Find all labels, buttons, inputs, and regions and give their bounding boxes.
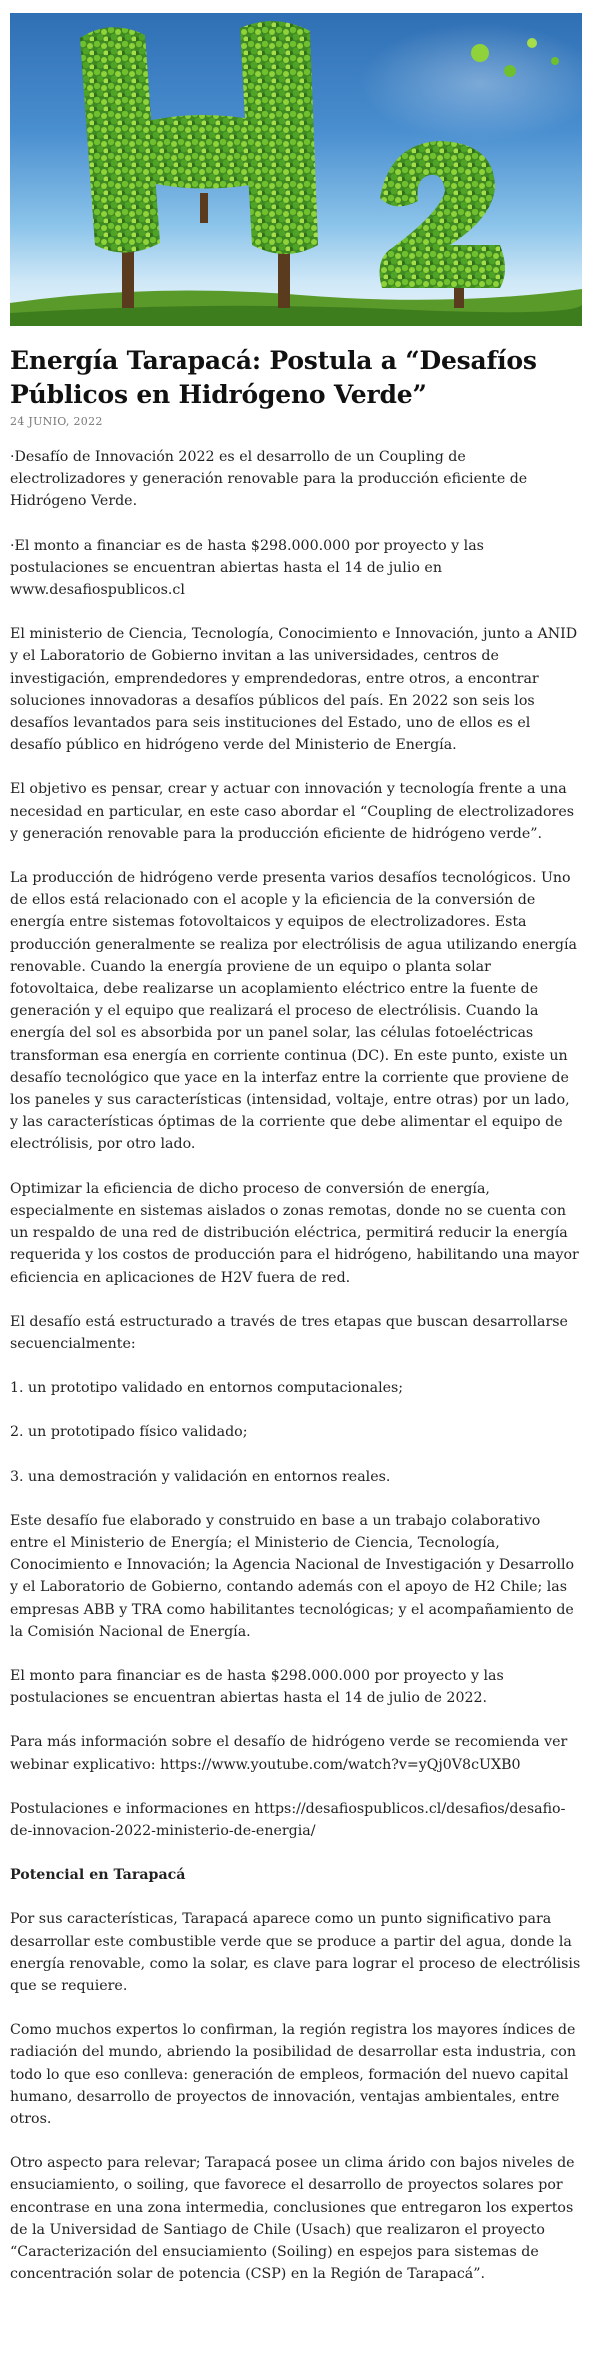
h2-tree-icon bbox=[10, 13, 582, 326]
paragraph: Para más información sobre el desafío de hidrógeno verde se recomienda ver webinar explicativo: https://www.youtube.com/watch?v=yQj0V8cUXB0 bbox=[10, 1734, 568, 1773]
article-date: 24 JUNIO, 2022 bbox=[10, 415, 103, 428]
paragraph: Optimizar la eficiencia de dicho proceso de conversión de energía, especialmente en sistemas aislados o zonas remotas, donde no se cuenta con un respaldo de una red de distribución eléctrica, permitirá reducir la energía requerida y los costos de producción para el hidrógeno, habilitando una mayor eficiencia en aplicaciones de H2V fuera de red. bbox=[10, 1180, 579, 1286]
article-title: Energía Tarapacá: Postula a “Desafíos Públicos en Hidrógeno Verde” bbox=[10, 346, 537, 409]
section-subheading: Potencial en Tarapacá bbox=[10, 1867, 186, 1884]
paragraph: Por sus características, Tarapacá aparece como un punto significativo para desarrollar este combustible verde que se produce a partir del agua, donde la energía renovable, como la solar, es clave para lograr el proceso de electrólisis que se requiere. bbox=[10, 1911, 581, 1994]
article-container bbox=[10, 13, 582, 2307]
article-body bbox=[10, 446, 582, 2285]
list-item: 2. un prototipado físico validado; bbox=[10, 1424, 248, 1441]
paragraph: El objetivo es pensar, crear y actuar con innovación y tecnología frente a una necesidad en particular, en este caso abordar el “Coupling de electrolizadores y generación renovable para la producción eficiente de hidrógeno verde”. bbox=[10, 781, 575, 842]
paragraph: ·El monto a financiar es de hasta $298.000.000 por proyecto y las postulaciones se encuentran abiertas hasta el 14 de julio en www.desafiospublicos.cl bbox=[10, 537, 484, 599]
list-item: 1. un prototipo validado en entornos computacionales; bbox=[10, 1380, 404, 1397]
paragraph: Otro aspecto para relevar; Tarapacá posee un clima árido con bajos niveles de ensuciamiento, o soiling, que favorece el desarrollo de proyectos solares por encontrase en una zona intermedia, conclusiones que entregaron los expertos de la Universidad de Santiago de Chile (Usach) que realizaron el proyecto “Caracterización del ensuciamiento (Soiling) en espejos para sistemas de concentración solar de potencia (CSP) en la Región de Tarapacá”. bbox=[10, 2155, 575, 2283]
paragraph: El ministerio de Ciencia, Tecnología, Conocimiento e Innovación, junto a ANID y el Laboratorio de Gobierno invitan a las universidades, centros de investigación, emprendedores y emprendedoras, entre otros, a encontrar soluciones innovadoras a desafíos públicos del país. En 2022 son seis los desafíos levantados para seis instituciones del Estado, uno de ellos es el desafío público en hidrógeno verde del Ministerio de Energía. bbox=[10, 626, 578, 754]
hero-image bbox=[10, 13, 582, 326]
list-item: 3. una demostración y validación en entornos reales. bbox=[10, 1468, 391, 1485]
paragraph: Este desafío fue elaborado y construido en base a un trabajo colaborativo entre el Ministerio de Energía; el Ministerio de Ciencia, Tecnología, Conocimiento e Innovación; la Agencia Nacional de Investigación y Desarrollo y el Laboratorio de Gobierno, contando además con el apoyo de H2 Chile; las empresas ABB y TRA como habilitantes tecnológicas; y el acompañamiento de la Comisión Nacional de Energía. bbox=[10, 1512, 575, 1640]
paragraph: Como muchos expertos lo confirman, la región registra los mayores índices de radiación del mundo, abriendo la posibilidad de desarrollar esta industria, con todo lo que eso conlleva: generación de empleos, formación del nuevo capital humano, desarrollo de proyectos de innovación, ventajas ambientales, entre otros. bbox=[10, 2022, 576, 2127]
paragraph: Postulaciones e informaciones en https://desafiospublicos.cl/desafios/desafio-de-innovacion-2022-ministerio-de-energia/ bbox=[10, 1800, 566, 1839]
paragraph: ·Desafío de Innovación 2022 es el desarrollo de un Coupling de electrolizadores y generación renovable para la producción eficiente de Hidrógeno Verde. bbox=[10, 449, 528, 510]
paragraph: La producción de hidrógeno verde presenta varios desafíos tecnológicos. Uno de ellos está relacionado con el acople y la eficiencia de la conversión de energía entre sistemas fotovoltaicos y equipos de electrolizadores. Esta producción generalmente se realiza por electrólisis de agua utilizando energía renovable. Cuando la energía proviene de un equipo o planta solar fotovoltaica, debe realizarse un acoplamiento eléctrico entre la fuente de generación y el equipo que realizará el proceso de electrólisis. Cuando la energía del sol es absorbida por un panel solar, las células fotoeléctricas transforman esa energía en corriente continua (DC). En este punto, existe un desafío tecnológico que yace en la interfaz entre la corriente que proviene de los paneles y sus características (intensidad, voltaje, entre otras) por un lado, y las características óptimas de la corriente que debe alimentar el equipo de electrólisis, por otro lado. bbox=[10, 870, 577, 1153]
paragraph: El desafío está estructurado a través de tres etapas que buscan desarrollarse secuencialmente: bbox=[10, 1313, 568, 1352]
paragraph: El monto para financiar es de hasta $298.000.000 por proyecto y las postulaciones se encuentran abiertas hasta el 14 de julio de 2022. bbox=[10, 1667, 504, 1707]
